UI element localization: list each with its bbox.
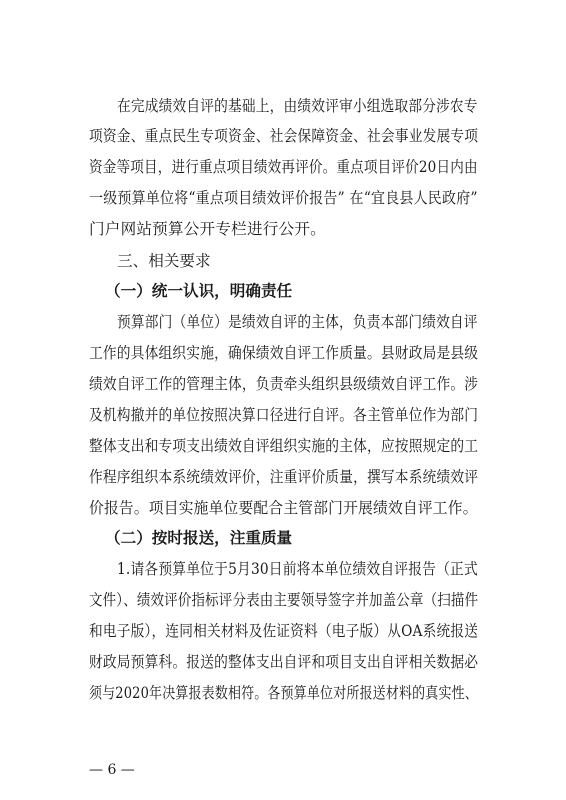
paragraph-3-line-2: 文件）、绩效评价指标评分表由主要领导签字并加盖公章（扫描件: [89, 591, 479, 609]
paragraph-3-line-1: 1.请各预算单位于5月30日前将本单位绩效自评报告（正式: [117, 560, 478, 578]
paragraph-2-line-3: 绩效自评工作的管理主体，负责牵头组织县级绩效自评工作。涉: [89, 375, 479, 393]
paragraph-2-line-6: 作程序组织本系统绩效评价，注重评价质量，撰写本系统绩效评: [89, 468, 479, 486]
paragraph-2-line-7: 价报告。项目实施单位要配合主管部门开展绩效自评工作。: [89, 499, 478, 517]
paragraph-1-line-2: 项资金、重点民生专项资金、社会保障资金、社会事业发展专项: [89, 127, 479, 145]
paragraph-2-line-5: 整体支出和专项支出绩效自评组织实施的主体，应按照规定的工: [89, 437, 479, 455]
paragraph-1-line-3: 资金等项目，进行重点项目绩效再评价。重点项目评价20日内由: [89, 158, 478, 176]
paragraph-3-line-3: 和电子版），连同相关材料及佐证资料（电子版）从OA系统报送: [89, 622, 479, 640]
paragraph-2-line-1: 预算部门（单位）是绩效自评的主体，负责本部门绩效自评: [117, 313, 478, 331]
paragraph-1-line-4: 一级预算单位将“重点项目绩效评价报告” 在“宜良县人民政府”: [89, 189, 478, 207]
paragraph-2-line-4: 及机构撤并的单位按照决算口径进行自评。各主管单位作为部门: [89, 406, 479, 424]
paragraph-3-line-4: 财政局预算科。报送的整体支出自评和项目支出自评相关数据必: [89, 653, 479, 671]
subsection-2-heading: （二）按时报送，注重质量: [105, 528, 293, 547]
paragraph-3-line-5: 须与2020年决算报表数相符。各预算单位对所报送材料的真实性、: [89, 684, 478, 702]
page-number: — 6 —: [89, 762, 135, 778]
section-3-heading: 三、相关要求: [117, 252, 211, 270]
paragraph-1-line-5: 门户网站预算公开专栏进行公开。: [89, 220, 326, 238]
subsection-1-heading: （一）统一认识，明确责任: [105, 281, 293, 300]
paragraph-2-line-2: 工作的具体组织实施，确保绩效自评工作质量。县财政局是县级: [89, 344, 479, 362]
paragraph-1-line-1: 在完成绩效自评的基础上，由绩效评审小组选取部分涉农专: [117, 97, 478, 115]
